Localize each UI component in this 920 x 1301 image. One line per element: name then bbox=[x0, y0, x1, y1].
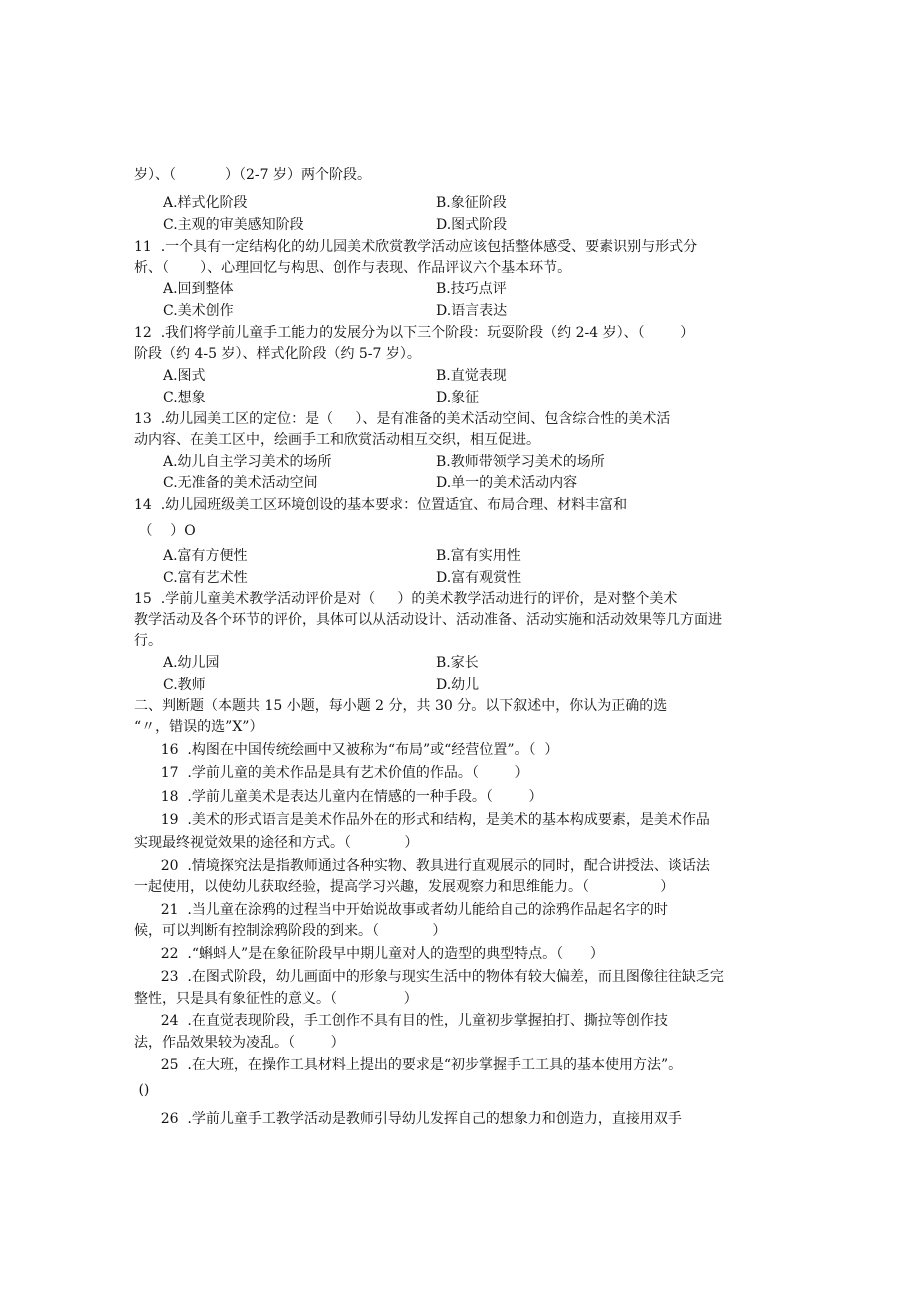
question-21-line-2: 候，可以判断有控制涂鸦阶段的到来。（ ） bbox=[134, 923, 447, 939]
question-12-line-2: 阶段（约 4-5 岁）、样式化阶段（约 5-7 岁）。 bbox=[134, 346, 421, 362]
q11-option-b: B.技巧点评 bbox=[436, 281, 507, 297]
section-2-heading-cont: “〃，错误的选”X”） bbox=[134, 719, 264, 735]
question-14-line-1: 14 .幼儿园班级美工区环境创设的基本要求：位置适宜、布局合理、材料丰富和 bbox=[134, 497, 628, 513]
q12-option-c: C.想象 bbox=[163, 390, 206, 406]
question-11-line-1: 11 .一个具有一定结构化的幼儿园美术欣赏教学活动应该包括整体感受、要素识别与形式分 bbox=[134, 239, 698, 255]
q15-option-d: D.幼儿 bbox=[436, 677, 480, 693]
question-22: 22 .“蝌蚪人”是在象征阶段早中期儿童对人的造型的典型特点。（ ） bbox=[134, 946, 604, 962]
q14-option-a: A.富有方便性 bbox=[163, 548, 248, 564]
question-15-line-2: 教学活动及各个环节的评价，具体可以从活动设计、活动准备、活动实施和活动效果等几方面进 bbox=[134, 612, 722, 628]
question-10-tail: 岁）、（ ）（2-7 岁）两个阶段。 bbox=[134, 167, 371, 183]
q13-option-a: A.幼儿自主学习美术的场所 bbox=[163, 454, 332, 470]
question-23-line-2: 整性，只是具有象征性的意义。（ ） bbox=[134, 991, 418, 1007]
q14-option-c: C.富有艺术性 bbox=[163, 570, 248, 586]
q10-option-a: A.样式化阶段 bbox=[163, 195, 248, 211]
q11-option-c: C.美术创作 bbox=[163, 303, 234, 319]
q12-option-a: A.图式 bbox=[163, 368, 206, 384]
q13-option-d: D.单一的美术活动内容 bbox=[436, 475, 578, 491]
question-14-line-2: （ ）O bbox=[134, 523, 196, 539]
question-25-line-2: () bbox=[134, 1082, 150, 1098]
question-16: 16 .构图在中国传统绘画中又被称为“布局”或“经营位置”。（ ） bbox=[134, 742, 559, 758]
q10-option-c: C.主观的审美感知阶段 bbox=[163, 217, 304, 233]
question-24-line-1: 24 .在直觉表现阶段，手工创作不具有目的性，儿童初步掌握拍打、撕拉等创作技 bbox=[134, 1013, 668, 1029]
q13-option-b: B.教师带领学习美术的场所 bbox=[436, 454, 605, 470]
question-13-line-2: 动内容、在美工区中，绘画手工和欣赏活动相互交织，相互促进。 bbox=[134, 432, 540, 448]
question-11-line-2: 析、（ ）、心理回忆与构思、创作与表现、作品评议六个基本环节。 bbox=[134, 260, 572, 276]
question-19-line-2: 实现最终视觉效果的途径和方式。（ ） bbox=[134, 835, 419, 851]
section-2-heading: 二、判断题（本题共 15 小题，每小题 2 分，共 30 分。以下叙述中，你认为正确的选 bbox=[134, 698, 668, 714]
q15-option-a: A.幼儿园 bbox=[163, 655, 220, 671]
question-15-line-3: 行。 bbox=[134, 633, 162, 649]
q10-option-d: D.图式阶段 bbox=[436, 217, 508, 233]
question-20-line-1: 20 .情境探究法是指教师通过各种实物、教具进行直观展示的同时，配合讲授法、谈话法 bbox=[134, 858, 710, 874]
q10-option-b: B.象征阶段 bbox=[436, 195, 507, 211]
question-25-line-1: 25 .在大班，在操作工具材料上提出的要求是“初步掌握手工工具的基本使用方法”。 bbox=[134, 1057, 683, 1073]
q15-option-b: B.家长 bbox=[436, 655, 479, 671]
q15-option-c: C.教师 bbox=[163, 677, 206, 693]
question-21-line-1: 21 .当儿童在涂鸦的过程当中开始说故事或者幼儿能给自己的涂鸦作品起名字的时 bbox=[134, 902, 668, 918]
question-20-line-2: 一起使用，以使幼儿获取经验，提高学习兴趣，发展观察力和思维能力。（ ） bbox=[134, 879, 675, 895]
q12-option-b: B.直觉表现 bbox=[436, 368, 507, 384]
question-12-line-1: 12 .我们将学前儿童手工能力的发展分为以下三个阶段：玩耍阶段（约 2-4 岁）、（ ） bbox=[134, 325, 695, 341]
q14-option-d: D.富有观赏性 bbox=[436, 570, 522, 586]
q14-option-b: B.富有实用性 bbox=[436, 548, 521, 564]
question-13-line-1: 13 .幼儿园美工区的定位：是（ ）、是有准备的美术活动空间、包含综合性的美术活 bbox=[134, 411, 671, 427]
question-15-line-1: 15 .学前儿童美术教学活动评价是对（ ）的美术教学活动进行的评价，是对整个美术 bbox=[134, 591, 678, 607]
question-23-line-1: 23 .在图式阶段，幼儿画面中的形象与现实生活中的物体有较大偏差，而且图像往往缺乏完 bbox=[134, 969, 724, 985]
q11-option-a: A.回到整体 bbox=[163, 281, 234, 297]
question-24-line-2: 法，作品效果较为凌乱。（ ） bbox=[134, 1035, 345, 1051]
question-19-line-1: 19 .美术的形式语言是美术作品外在的形式和结构，是美术的基本构成要素，是美术作品 bbox=[134, 812, 710, 828]
q11-option-d: D.语言表达 bbox=[436, 303, 508, 319]
q13-option-c: C.无准备的美术活动空间 bbox=[163, 475, 318, 491]
q12-option-d: D.象征 bbox=[436, 390, 480, 406]
question-26-line-1: 26 .学前儿童手工教学活动是教师引导幼儿发挥自己的想象力和创造力，直接用双手 bbox=[134, 1111, 682, 1127]
question-18: 18 .学前儿童美术是表达儿童内在情感的一种手段。（ ） bbox=[134, 789, 543, 805]
question-17: 17 .学前儿童的美术作品是具有艺术价值的作品。（ ） bbox=[134, 765, 529, 781]
